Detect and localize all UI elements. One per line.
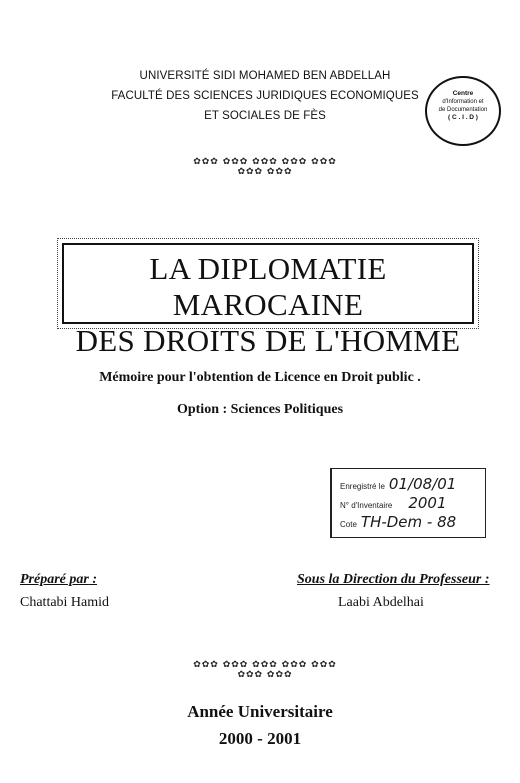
prepared-by-label-text: Préparé par (20, 572, 89, 587)
registry-row-inventaire (340, 494, 447, 512)
academic-year-label: Année Universitaire (187, 702, 333, 721)
registry-date-value: 01/08/01 (388, 475, 457, 493)
title-line1: LA DIPLOMATIE MAROCAINE (149, 251, 387, 322)
registry-row-date (340, 475, 456, 493)
university-header (100, 66, 430, 126)
cid-stamp-line3: de Documentation (438, 107, 488, 113)
cid-stamp-line1: Centre (452, 90, 474, 97)
direction-label-text: Sous la Direction du Professeur (297, 572, 482, 587)
title-line2: DES DROITS DE L'HOMME (75, 323, 461, 358)
memoire-line: Mémoire pour l'obtention de Licence en Droit public . (99, 370, 421, 385)
direction-colon: : (481, 572, 490, 587)
prepared-by-colon: : (88, 572, 97, 587)
university-name: UNIVERSITÉ SIDI MOHAMED BEN ABDELLAH (139, 70, 391, 82)
bottom-ornament: ✿✿✿ ✿✿✿ ✿✿✿ ✿✿✿ ✿✿✿ ✿✿✿ ✿✿✿ (193, 660, 337, 680)
registry-stamp (330, 468, 486, 538)
cid-stamp (425, 76, 501, 146)
registry-inventaire-value: 2001 (408, 494, 447, 512)
option-line: Option : Sciences Politiques (176, 402, 344, 417)
top-ornament: ✿✿✿ ✿✿✿ ✿✿✿ ✿✿✿ ✿✿✿ ✿✿✿ ✿✿✿ (193, 157, 337, 177)
title-frame (57, 238, 479, 358)
registry-inventaire-label: N° d'Inventaire (340, 501, 393, 510)
registry-cote-label: Cote (340, 520, 357, 529)
cid-stamp-line2: d'Information et (442, 99, 484, 105)
registry-cote-value: TH-Dem - 88 (360, 513, 457, 531)
registry-date-label: Enregistré le (340, 482, 385, 491)
prepared-by-label (20, 572, 97, 588)
cid-stamp-line4: ( C . I . D ) (448, 114, 478, 121)
registry-row-cote (340, 513, 456, 531)
author-name: Chattabi Hamid (20, 595, 110, 610)
faculty-name-line2: ET SOCIALES DE FÈS (204, 110, 326, 122)
academic-year: 2000 - 2001 (218, 729, 302, 748)
faculty-name-line1: FACULTÉ DES SCIENCES JURIDIQUES ECONOMIQUES (111, 90, 419, 102)
professor-name: Laabi Abdelhai (338, 595, 424, 610)
document-title (58, 251, 478, 359)
direction-label (297, 572, 490, 588)
